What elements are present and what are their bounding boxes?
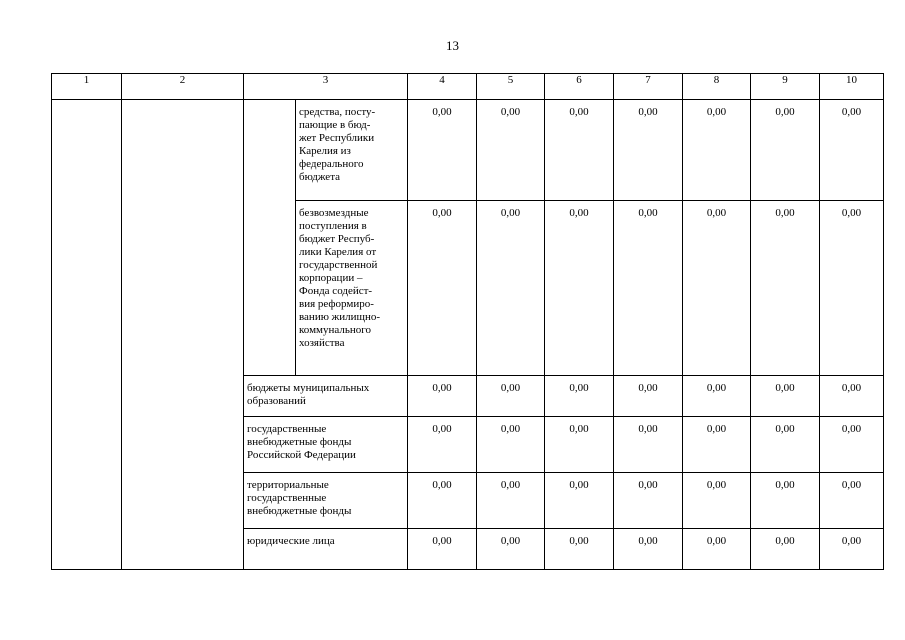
column-header: 4	[408, 74, 477, 100]
value-cell: 0,00	[820, 473, 884, 529]
value-cell: 0,00	[614, 473, 683, 529]
value-cell: 0,00	[751, 417, 820, 473]
value-cell: 0,00	[683, 417, 751, 473]
value-cell: 0,00	[408, 417, 477, 473]
value-cell: 0,00	[614, 376, 683, 417]
page-number: 13	[446, 38, 459, 53]
value-cell: 0,00	[545, 529, 614, 570]
value-cell: 0,00	[477, 100, 545, 201]
column-header: 7	[614, 74, 683, 100]
sub-indent-cell	[244, 100, 296, 376]
value-cell: 0,00	[545, 376, 614, 417]
value-cell: 0,00	[477, 376, 545, 417]
value-cell: 0,00	[477, 473, 545, 529]
value-cell: 0,00	[477, 417, 545, 473]
column-header: 10	[820, 74, 884, 100]
value-cell: 0,00	[477, 529, 545, 570]
table-row	[52, 100, 884, 201]
value-cell: 0,00	[545, 100, 614, 201]
value-cell: 0,00	[545, 201, 614, 376]
value-cell: 0,00	[751, 100, 820, 201]
value-cell: 0,00	[545, 473, 614, 529]
column-header: 5	[477, 74, 545, 100]
value-cell: 0,00	[408, 529, 477, 570]
row-label: бюджеты муниципальных образований	[244, 376, 408, 417]
value-cell: 0,00	[820, 417, 884, 473]
value-cell: 0,00	[683, 529, 751, 570]
value-cell: 0,00	[683, 376, 751, 417]
value-cell: 0,00	[683, 201, 751, 376]
budget-table	[51, 73, 884, 570]
row-label: средства, посту- пающие в бюд- жет Республики Карелия из федерального бюджета	[296, 100, 408, 201]
column-header: 6	[545, 74, 614, 100]
value-cell: 0,00	[751, 529, 820, 570]
value-cell: 0,00	[820, 529, 884, 570]
value-cell: 0,00	[545, 417, 614, 473]
value-cell: 0,00	[751, 201, 820, 376]
value-cell: 0,00	[614, 100, 683, 201]
row-label: юридические лица	[244, 529, 408, 570]
column-1-cell	[52, 100, 122, 570]
column-header: 1	[52, 74, 122, 100]
column-header: 2	[122, 74, 244, 100]
value-cell: 0,00	[751, 376, 820, 417]
value-cell: 0,00	[477, 201, 545, 376]
value-cell: 0,00	[408, 473, 477, 529]
header-row	[52, 74, 884, 100]
column-header: 8	[683, 74, 751, 100]
column-header: 3	[244, 74, 408, 100]
value-cell: 0,00	[408, 100, 477, 201]
value-cell: 0,00	[408, 376, 477, 417]
column-2-cell	[122, 100, 244, 570]
value-cell: 0,00	[614, 529, 683, 570]
value-cell: 0,00	[820, 100, 884, 201]
value-cell: 0,00	[614, 201, 683, 376]
value-cell: 0,00	[683, 100, 751, 201]
value-cell: 0,00	[820, 201, 884, 376]
value-cell: 0,00	[614, 417, 683, 473]
value-cell: 0,00	[820, 376, 884, 417]
row-label: территориальные государственные внебюджетные фонды	[244, 473, 408, 529]
row-label: государственные внебюджетные фонды Российской Федерации	[244, 417, 408, 473]
row-label: безвозмездные поступления в бюджет Респуб- лики Карелия от государственной корпорации – Фонда содейст- вия реформиро- ванию жилищно- коммунального хозяйства	[296, 201, 408, 376]
column-header: 9	[751, 74, 820, 100]
value-cell: 0,00	[408, 201, 477, 376]
value-cell: 0,00	[683, 473, 751, 529]
value-cell: 0,00	[751, 473, 820, 529]
